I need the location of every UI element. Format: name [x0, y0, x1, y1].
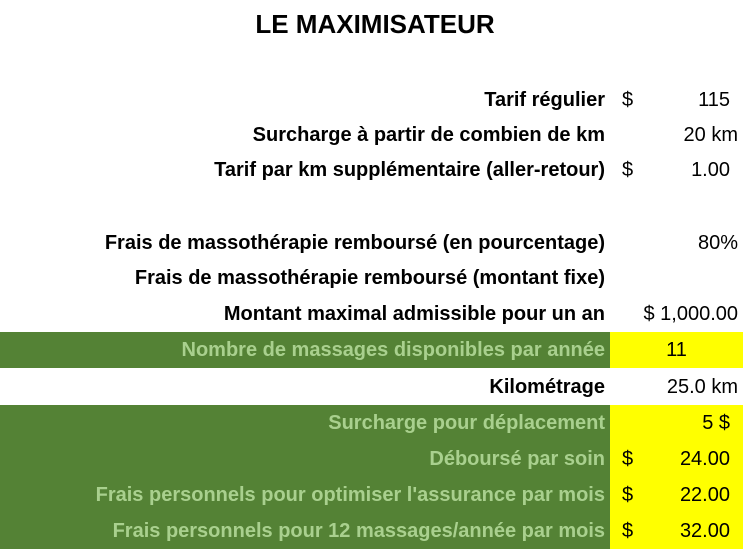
- label-surcharge-deplacement: Surcharge pour déplacement: [328, 412, 605, 434]
- row-rembourse-montant-fixe: [0, 260, 750, 296]
- row-debourse-soin: [0, 441, 750, 477]
- value-surcharge-deplacement[interactable]: 5 $: [702, 412, 730, 434]
- value-montant-maximal[interactable]: $ 1,000.00: [643, 303, 738, 325]
- row-surcharge-deplacement: [0, 405, 750, 441]
- currency-frais-12-massages: $: [622, 520, 634, 542]
- row-surcharge-km: [0, 117, 750, 153]
- label-frais-optimiser: Frais personnels pour optimiser l'assurance par mois: [95, 484, 605, 506]
- label-surcharge-km: Surcharge à partir de combien de km: [252, 124, 605, 146]
- label-tarif-regulier: Tarif régulier: [484, 89, 605, 111]
- row-frais-optimiser: [0, 477, 750, 513]
- label-debourse-soin: Déboursé par soin: [429, 448, 605, 470]
- currency-tarif-regulier: $: [622, 89, 634, 111]
- currency-frais-optimiser: $: [622, 484, 634, 506]
- value-frais-optimiser[interactable]: 22.00: [679, 484, 730, 506]
- row-frais-12-massages: [0, 513, 750, 549]
- value-kilometrage[interactable]: 25.0 km: [666, 376, 738, 398]
- row-tarif-regulier: [0, 82, 750, 118]
- label-kilometrage: Kilométrage: [489, 376, 605, 398]
- label-montant-maximal: Montant maximal admissible pour un an: [223, 303, 605, 325]
- row-rembourse-pourcentage: [0, 225, 750, 261]
- currency-tarif-km-supp: $: [622, 159, 634, 181]
- row-montant-maximal: [0, 296, 750, 332]
- currency-debourse-soin: $: [622, 448, 634, 470]
- value-debourse-soin[interactable]: 24.00: [679, 448, 730, 470]
- label-rembourse-montant-fixe: Frais de massothérapie remboursé (montant fixe): [134, 267, 605, 289]
- row-nombre-massages: [0, 332, 750, 368]
- label-nombre-massages: Nombre de massages disponibles par année: [181, 339, 605, 361]
- row-tarif-km-supp: [0, 152, 750, 188]
- value-rembourse-pourcentage[interactable]: 80%: [697, 232, 738, 254]
- value-nombre-massages[interactable]: 11: [666, 339, 687, 361]
- row-kilometrage: [0, 369, 750, 405]
- sheet-title: LE MAXIMISATEUR: [255, 9, 495, 39]
- label-tarif-km-supp: Tarif par km supplémentaire (aller-retour): [214, 159, 605, 181]
- value-frais-12-massages[interactable]: 32.00: [679, 520, 730, 542]
- value-tarif-regulier[interactable]: 115: [698, 89, 730, 111]
- value-tarif-km-supp[interactable]: 1.00: [691, 159, 730, 181]
- value-surcharge-km[interactable]: 20 km: [683, 124, 738, 146]
- label-rembourse-pourcentage: Frais de massothérapie remboursé (en pourcentage): [104, 232, 605, 254]
- label-frais-12-massages: Frais personnels pour 12 massages/année par mois: [112, 520, 605, 542]
